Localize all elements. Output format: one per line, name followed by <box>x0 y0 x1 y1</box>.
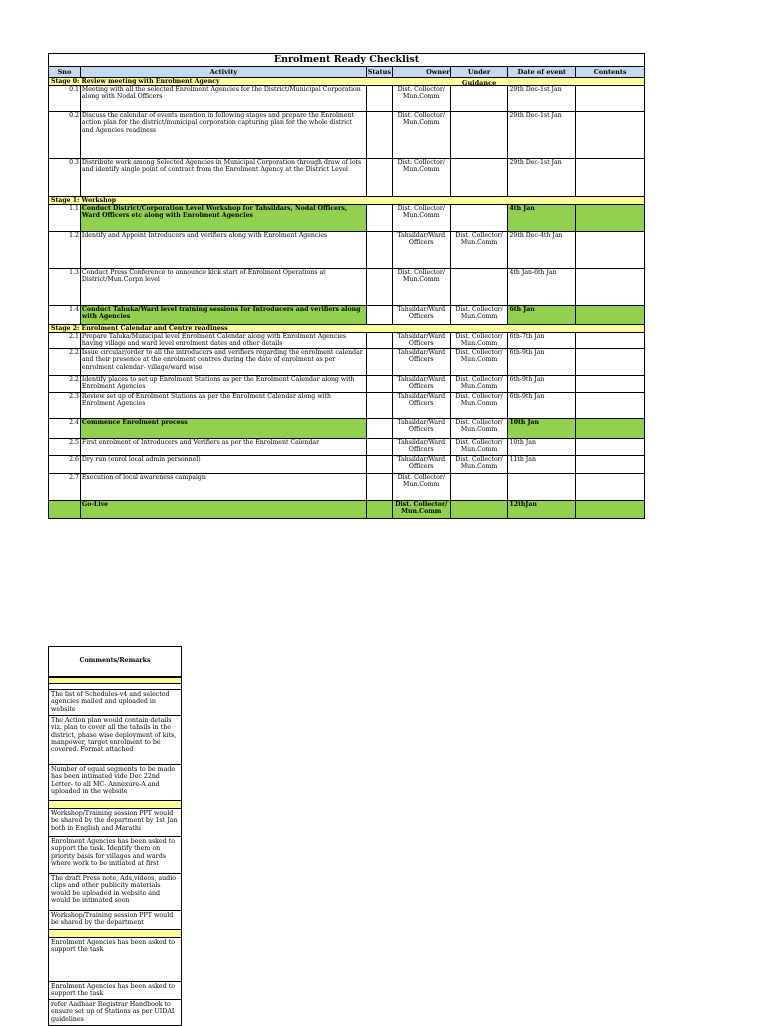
cell-owner: Tahsildar/Ward Officers <box>393 232 451 268</box>
checklist-table <box>48 53 645 519</box>
cell-guidance: Dist. Collector/ Mun.Comm <box>451 393 509 418</box>
cell-guidance <box>451 112 509 158</box>
cell-sno: 2.4 <box>49 419 81 438</box>
table-row <box>48 112 645 159</box>
cell-contents <box>576 419 644 438</box>
cell-owner: Tahsildar/Ward Officers <box>393 349 451 375</box>
header-sno: Sno <box>49 67 81 77</box>
header-guidance: Under Guidance <box>451 67 509 77</box>
cell-guidance <box>451 159 509 196</box>
table-row <box>48 306 645 325</box>
cell-contents <box>576 349 644 375</box>
cell-owner: Dist. Collector/ Mun.Comm <box>393 205 451 231</box>
cell-sno <box>49 501 81 518</box>
cell-contents <box>576 456 644 473</box>
comment-item: The Action plan would contain details viz. plan to cover all the tahsils in the district, phase wise deployment of kits, manpower, target enrolment to be covered. Format attached <box>48 716 182 765</box>
cell-status <box>367 376 393 392</box>
cell-guidance: Dist. Collector/ Mun.Comm <box>451 333 509 348</box>
comments-column <box>48 646 182 1026</box>
cell-owner: Dist. Collector/ Mun.Comm <box>393 474 451 500</box>
comment-item: Workshop/Training session PPT would be shared by the department by 1st Jan both in English and Marathi <box>48 809 182 837</box>
comment-item: The draft Press note, Ads,videos, audio clips and other publicity materials would be uploaded in website and would be intimated soon <box>48 874 182 911</box>
cell-guidance: Dist. Collector/ Mun.Comm <box>451 419 509 438</box>
header-date: Date of event <box>508 67 576 77</box>
comment-item: Workshop/Training session PPT would be shared by the department <box>48 911 182 930</box>
cell-contents <box>576 232 644 268</box>
cell-guidance <box>451 474 509 500</box>
cell-contents <box>576 474 644 500</box>
stage-1-heading: Stage 1: Workshop <box>48 197 645 205</box>
cell-guidance: Dist. Collector/ Mun.Comm <box>451 349 509 375</box>
comments-spacer <box>48 801 182 809</box>
cell-contents <box>576 112 644 158</box>
cell-guidance: Dist. Collector/ Mun.Comm <box>451 376 509 392</box>
cell-activity: Identify and Appoint Introducers and verifiers along with Enrolment Agencies <box>81 232 367 268</box>
cell-guidance: Dist. Collector/ Mun.Comm <box>451 232 509 268</box>
cell-status <box>367 501 393 518</box>
cell-activity: Distribute work among Selected Agencies in Municipal Corporation through draw of lots and identify single point of contract from the Enrolment Agency at the District Level <box>81 159 367 196</box>
cell-owner: Tahsildar/Ward Officers <box>393 439 451 455</box>
cell-activity: Go-Live <box>81 501 367 518</box>
cell-status <box>367 232 393 268</box>
cell-sno: 2.3 <box>49 393 81 418</box>
cell-owner: Dist. Collector/ Mun.Comm <box>393 86 451 111</box>
cell-activity: Conduct District/Corporation Level Workshop for Tahsildars, Nodal Officers, Ward Officers etc along with Enrolment Agencies <box>81 205 367 231</box>
cell-date: 4th Jan-6th Jan <box>508 269 576 305</box>
table-row <box>48 439 645 456</box>
cell-guidance <box>451 501 509 518</box>
cell-activity: Commence Enrolment process <box>81 419 367 438</box>
table-row <box>48 393 645 419</box>
table-row <box>48 474 645 501</box>
cell-date: 6th Jan <box>508 306 576 324</box>
cell-date: 6th-9th Jan <box>508 393 576 418</box>
cell-sno: 2.5 <box>49 439 81 455</box>
cell-contents <box>576 439 644 455</box>
cell-sno: 1.3 <box>49 269 81 305</box>
header-owner: Owner <box>393 67 451 77</box>
cell-status <box>367 269 393 305</box>
comment-item: Enrolment Agencies has been asked to support the task <box>48 938 182 982</box>
cell-date: 6th-9th Jan <box>508 349 576 375</box>
cell-sno: 1.2 <box>49 232 81 268</box>
cell-date: 12thJan <box>508 501 576 518</box>
cell-date: 29th Dec-4th Jan <box>508 232 576 268</box>
cell-status <box>367 205 393 231</box>
cell-date: 29th Dec-1st Jan <box>508 112 576 158</box>
cell-sno: 2.2 <box>49 349 81 375</box>
table-row <box>48 456 645 474</box>
cell-date: 10th Jan <box>508 439 576 455</box>
comment-item: Enrolment Agencies has been asked to support the task <box>48 982 182 1000</box>
cell-status <box>367 333 393 348</box>
table-row <box>48 159 645 197</box>
cell-owner: Tahsildar/Ward Officers <box>393 456 451 473</box>
cell-owner: Tahsildar/Ward Officers <box>393 333 451 348</box>
cell-contents <box>576 306 644 324</box>
cell-status <box>367 112 393 158</box>
cell-activity: Discuss the calendar of events mention in following stages and prepare the Enrolment action plan for the district/municipal corporation capturing plan for the whole district and Agencies readiness <box>81 112 367 158</box>
comments-header: Comments/Remarks <box>48 646 182 678</box>
cell-guidance <box>451 205 509 231</box>
cell-status <box>367 306 393 324</box>
cell-owner: Tahsildar/Ward Officers <box>393 306 451 324</box>
cell-sno: 1.4 <box>49 306 81 324</box>
cell-sno: 2.2 <box>49 376 81 392</box>
header-status: Status <box>367 68 392 76</box>
comments-spacer <box>48 930 182 938</box>
cell-status <box>367 393 393 418</box>
table-row <box>48 419 645 439</box>
cell-contents <box>576 376 644 392</box>
cell-contents <box>576 86 644 111</box>
table-row <box>48 86 645 112</box>
cell-date: 29th Dec-1st Jan <box>508 86 576 111</box>
cell-owner: Tahsildar/Ward Officers <box>393 393 451 418</box>
cell-sno: 0.2 <box>49 112 81 158</box>
header-activity: Activity <box>81 67 367 77</box>
cell-date: 29th Dec-1st Jan <box>508 159 576 196</box>
cell-contents <box>576 269 644 305</box>
checklist-title: Enrolment Ready Checklist <box>48 53 645 66</box>
cell-contents <box>576 501 644 518</box>
cell-sno: 0.3 <box>49 159 81 196</box>
table-row <box>48 349 645 376</box>
cell-owner: Dist. Collector/ Mun.Comm <box>393 501 451 518</box>
cell-sno: 1.1 <box>49 205 81 231</box>
comment-item: refer Aadhaar Registrar Handbook to ensure set up of Stations as per UIDAI guidelines <box>48 1000 182 1026</box>
cell-owner: Tahsildar/Ward Officers <box>393 376 451 392</box>
cell-activity: Conduct Press Conference to announce kick start of Enrolment Operations at District/Mun.Corpn level <box>81 269 367 305</box>
cell-activity: Execution of local awareness campaign <box>81 474 367 500</box>
stage-0-heading: Stage 0: Review meeting with Enrolment Agency <box>48 78 645 86</box>
cell-status <box>367 474 393 500</box>
cell-owner: Dist. Collector/ Mun.Comm <box>393 112 451 158</box>
stage-2-heading: Stage 2: Enrolment Calendar and Centre readiness <box>48 325 645 333</box>
cell-activity: First enrolment of Introducers and Verifiers as per the Enrolment Calendar <box>81 439 367 455</box>
cell-status <box>367 419 393 438</box>
table-row <box>48 269 645 306</box>
cell-date: 11th Jan <box>508 456 576 473</box>
table-row <box>48 333 645 349</box>
table-row <box>48 232 645 269</box>
cell-sno: 0.1 <box>49 86 81 111</box>
cell-activity: Conduct Tahuka/Ward level training sessions for Introducers and verifiers along with Agencies <box>81 306 367 324</box>
cell-status <box>367 456 393 473</box>
cell-contents <box>576 159 644 196</box>
cell-contents <box>576 205 644 231</box>
cell-date: 10th Jan <box>508 419 576 438</box>
cell-sno: 2.6 <box>49 456 81 473</box>
comment-item: Number of equal segments to be made has been intimated vide Dec 22nd Letter- to all MC- Annexure-A and uploaded in the website <box>48 765 182 801</box>
cell-date: 4th Jan <box>508 205 576 231</box>
cell-guidance: Dist. Collector/ Mun.Comm <box>451 306 509 324</box>
cell-activity: Identify places to set up Enrolment Stations as per the Enrolment Calendar along with Enrolment Agencies <box>81 376 367 392</box>
cell-status <box>367 159 393 196</box>
cell-activity: Review set up of Enrolment Stations as per the Enrolment Calendar along with Enrolment Agencies <box>81 393 367 418</box>
cell-date <box>508 474 576 500</box>
cell-activity: Dry run (enrol local admin personnel) <box>81 456 367 473</box>
go-live-row <box>48 501 645 519</box>
table-row <box>48 376 645 393</box>
cell-guidance <box>451 86 509 111</box>
cell-status <box>367 349 393 375</box>
comment-item: Enrolment Agencies has been asked to support the task. Identify them on priority basis for villages and wards where work to be initiated at first <box>48 837 182 874</box>
cell-contents <box>576 393 644 418</box>
cell-owner: Dist. Collector/ Mun.Comm <box>393 159 451 196</box>
cell-activity: Prepare Taluka/Municipal level Enrolment Calendar along with Enrolment Agencies having village and ward level enrolment dates and other details <box>81 333 367 348</box>
cell-date: 6th-7th Jan <box>508 333 576 348</box>
cell-activity: Meeting with all the selected Enrolment Agencies for the District/Municipal Corporation along with Nodal Officers <box>81 86 367 111</box>
cell-activity: Issue circular/order to all the introducers and verifiers regarding the enrolment calendar and their presence at the enrolment centres during the date of enrolment as per enrolment calendar- village/ward wise <box>81 349 367 375</box>
header-contents: Contents <box>593 68 627 76</box>
table-row <box>48 205 645 232</box>
comment-item: The list of Schedules-v4 and selected agencies mailed and uploaded in website <box>48 690 182 716</box>
cell-owner: Dist. Collector/ Mun.Comm <box>393 269 451 305</box>
cell-guidance <box>451 269 509 305</box>
cell-sno: 2.1 <box>49 333 81 348</box>
cell-guidance: Dist. Collector/ Mun.Comm <box>451 456 509 473</box>
cell-owner: Tahsildar/Ward Officers <box>393 419 451 438</box>
cell-guidance: Dist. Collector/ Mun.Comm <box>451 439 509 455</box>
cell-date: 6th-9th Jan <box>508 376 576 392</box>
cell-sno: 2.7 <box>49 474 81 500</box>
cell-status <box>367 439 393 455</box>
cell-contents <box>576 333 644 348</box>
cell-status <box>367 86 393 111</box>
